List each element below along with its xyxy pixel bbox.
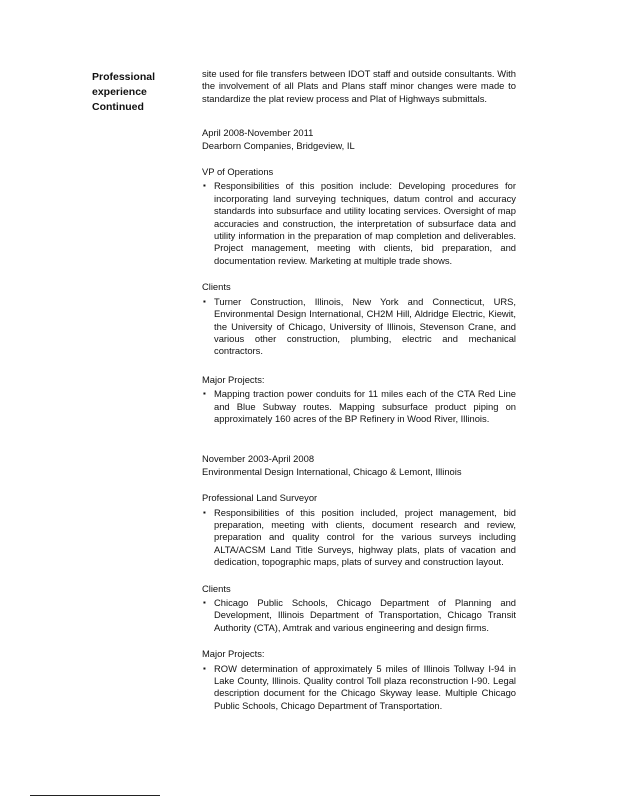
intro-paragraph: site used for file transfers between IDOT staff and outside consultants. With the involvement of all Plats and Plans staff minor changes were made to standardize the plat review process and Plat of Highways submittals. (202, 68, 516, 104)
responsibilities-list (202, 507, 516, 569)
job-dates: April 2008-November 2011 (202, 127, 314, 139)
clients-list (202, 597, 516, 634)
clients-item: ▪ Turner Construction, Illinois, New York and Connecticut, URS, Environmental Design International, CH2M Hill, Aldridge Electric, Kiewit, the University of Chicago, University of Illinois, Stevenson Crane, and various other construction, plumbing, electric and mechanical contractors. (202, 296, 516, 358)
clients-label: Clients (202, 582, 231, 594)
job-entry-environmental-design (202, 453, 516, 712)
job-title: Professional Land Surveyor (202, 492, 318, 504)
projects-item: ▪ Mapping traction power conduits for 11 miles each of the CTA Red Line and Blue Subway routes. Mapping subsurface product piping on approximately 160 acres of the BP Refinery in Wood River, Illinois. (202, 388, 516, 425)
projects-label: Major Projects: (202, 648, 265, 660)
section-heading (92, 70, 184, 115)
footnote-rule (30, 795, 160, 796)
clients-list (202, 296, 516, 358)
projects-list (202, 388, 516, 425)
projects-item: ▪ ROW determination of approximately 5 miles of Illinois Tollway I-94 in Lake County, Illinois. Quality control Toll plaza reconstruction I-90. Legal description document for the Chicago Skyway lease. Multiple Chicago Public Schools, Chicago Department of Transportation. (202, 663, 516, 713)
responsibilities-item: ▪ Responsibilities of this position included, project management, bid preparation, meeting with clients, document research and review, preparation and quality control for the various surveys including ALTA/ACSM Land Title Surveys, highway plats, plats of vacation and dedication, topographic maps, plats of survey and construction layout. (202, 507, 516, 569)
section-heading-line-2: experience (92, 86, 147, 98)
job-entry-dearborn (202, 127, 516, 425)
responsibilities-list (202, 180, 516, 267)
projects-list (202, 663, 516, 713)
responsibilities-item: ▪ Responsibilities of this position include: Developing procedures for incorporating land surveying techniques, datum control and accuracy standards into subsurface and utility locating services. Oversight of map accuracies and construction, the interpretation of subsurface data and utility information in the preparation of map completion and deliverables. Project management, meeting with clients, bid preparation, and documentation review. Marketing at multiple trade shows. (202, 180, 516, 267)
experience-content (202, 68, 516, 712)
clients-label: Clients (202, 281, 231, 293)
job-title: VP of Operations (202, 166, 274, 178)
projects-label: Major Projects: (202, 373, 265, 385)
section-heading-line-1: Professional (92, 71, 156, 83)
clients-item: ▪ Chicago Public Schools, Chicago Department of Planning and Development, Illinois Department of Transportation, Chicago Transit Authority (CTA), Amtrak and various engineering and design firms. (202, 597, 516, 634)
section-heading-line-3: Continued (92, 101, 144, 113)
job-dates: November 2003-April 2008 (202, 453, 315, 465)
job-employer: Dearborn Companies, Bridgeview, IL (202, 139, 355, 151)
job-employer: Environmental Design International, Chicago & Lemont, Illinois (202, 465, 462, 477)
